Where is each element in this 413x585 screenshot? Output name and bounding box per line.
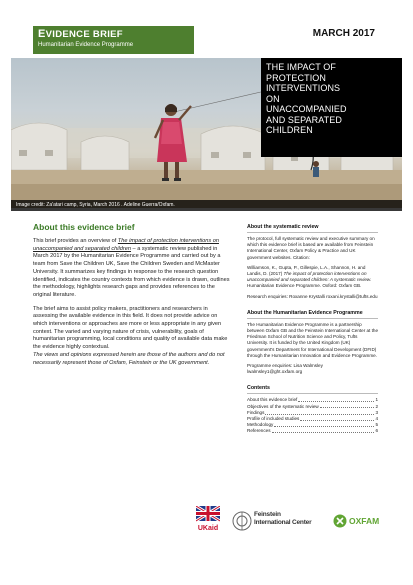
brief-title-line: PROTECTION bbox=[266, 72, 327, 83]
brief-title-line: UNACCOMPANIED bbox=[266, 104, 347, 114]
hep-heading: About the Humanitarian Evidence Programme bbox=[247, 310, 378, 319]
review-title-link[interactable]: The impact of protection interventions on unaccompanied and separated children bbox=[33, 238, 219, 252]
ukaid-logo bbox=[196, 506, 220, 534]
systematic-review-text: The protocol, full systematic review and executive summary on which this evidence brief is based are available from Feinstein International Center, Oxfam Policy & Practice and UK government websites. Citation: bbox=[247, 236, 375, 260]
toc-item[interactable]: Findings 3 bbox=[247, 409, 378, 415]
feinstein-emblem-icon bbox=[232, 511, 252, 531]
evidence-brief-badge bbox=[33, 26, 194, 54]
svg-text:UKaid: UKaid bbox=[197, 525, 219, 532]
toc-item[interactable]: Objectives of the systematic review 2 bbox=[247, 403, 378, 409]
image-credit: Image credit: Za'atari camp, Syria, March 2016 . Adeline Guerra/Oxfam. bbox=[11, 200, 402, 211]
badge-title-rest: VIDENCE BRIEF bbox=[45, 29, 123, 40]
brief-title-line: CHILDREN bbox=[266, 125, 313, 135]
about-brief-heading: About this evidence brief bbox=[33, 222, 135, 232]
toc-item[interactable]: Profile of included studies 4 bbox=[247, 416, 378, 422]
feinstein-logo bbox=[232, 511, 312, 531]
toc-item[interactable]: References 6 bbox=[247, 428, 378, 434]
badge-title-initial: E bbox=[38, 28, 46, 40]
about-brief-paragraph-2: The brief aims to assist policy makers, practitioners and researchers in assessing the available evidence in this field. It does not provide advice on which interventions or approaches are more or less appropriate in any given context. The varied and varying nature of crisis, vulnerability, goals of humanitarian programming, local conditions and quality of available data make the evidence highly contextual. The views and opinions expressed herein are those of the authors and do not necessarily represent those of Oxfam, Feinstein or the UK government. bbox=[33, 305, 228, 366]
about-brief-paragraph-1: This brief provides an overview of The impact of protection interventions on unaccompanied and separated children – a systematic review published in March 2017 by the Humanitarian Evidence Programme and carried out by a team from Save the Children UK, Save the Children Sweden and McMaster University. It summarizes key findings in response to the research question identified, indicates the country contexts from which evidence is drawn, outlines the methodology, highlights research gaps and provides references to the original literature. bbox=[33, 238, 230, 298]
brief-title-line: THE IMPACT OF bbox=[266, 62, 336, 72]
programme-enquiries: Programme enquiries: Lisa Walmsley lwalmsley1@ght.oxfam.org bbox=[247, 363, 323, 375]
oxfam-emblem-icon bbox=[333, 514, 347, 528]
badge-subtitle: Humanitarian Evidence Programme bbox=[38, 42, 134, 48]
oxfam-name: OXFAM bbox=[349, 516, 380, 526]
contents-heading: Contents bbox=[247, 385, 378, 394]
feinstein-name: Feinstein bbox=[254, 511, 281, 518]
partner-logos bbox=[0, 506, 413, 536]
badge-title bbox=[38, 29, 189, 40]
brief-title-line: AND SEPARATED bbox=[266, 114, 342, 125]
oxfam-logo bbox=[333, 513, 378, 529]
toc-item[interactable]: About this evidence brief 1 bbox=[247, 397, 378, 403]
toc-item[interactable]: Methodology 5 bbox=[247, 422, 378, 428]
disclaimer-text: The views and opinions expressed herein are those of the authors and do not necessarily represent those of Oxfam, Feinstein or the UK government. bbox=[33, 351, 225, 366]
feinstein-subname: International Center bbox=[254, 519, 312, 526]
about-brief-section bbox=[33, 222, 233, 373]
union-flag-icon bbox=[196, 506, 220, 534]
systematic-review-heading: About the systematic review bbox=[247, 224, 378, 233]
brief-title-line: ON bbox=[266, 93, 280, 104]
hep-text: The Humanitarian Evidence Programme is a partnership between Oxfam GB and the Feinstein International Center at the Friedman School of Nutrition Science and Policy, Tufts University. It is funded by the United Kingdom (UK) government's Department for International Development (DFID) through the Humanitarian Innovation and Evidence Programme. bbox=[247, 321, 378, 358]
publication-date: MARCH 2017 bbox=[312, 28, 375, 39]
sidebar-info bbox=[247, 224, 378, 435]
contents-list bbox=[247, 397, 378, 434]
research-enquiries: Research enquiries: Roxanne Krystalli roxani.krystalli@tufts.edu bbox=[247, 293, 378, 299]
brief-title-line: INTERVENTIONS bbox=[266, 83, 341, 93]
citation-text: Williamson, K., Gupta, P., Gillespie, L.A., Shannon, H. and Landis, D. (2017) The impact of protection interventions on unaccompanied and separated children: A systematic review. Humanitarian Evidence Programme. Oxford: Oxfam GB. bbox=[247, 264, 372, 289]
brief-title-box bbox=[261, 58, 402, 157]
